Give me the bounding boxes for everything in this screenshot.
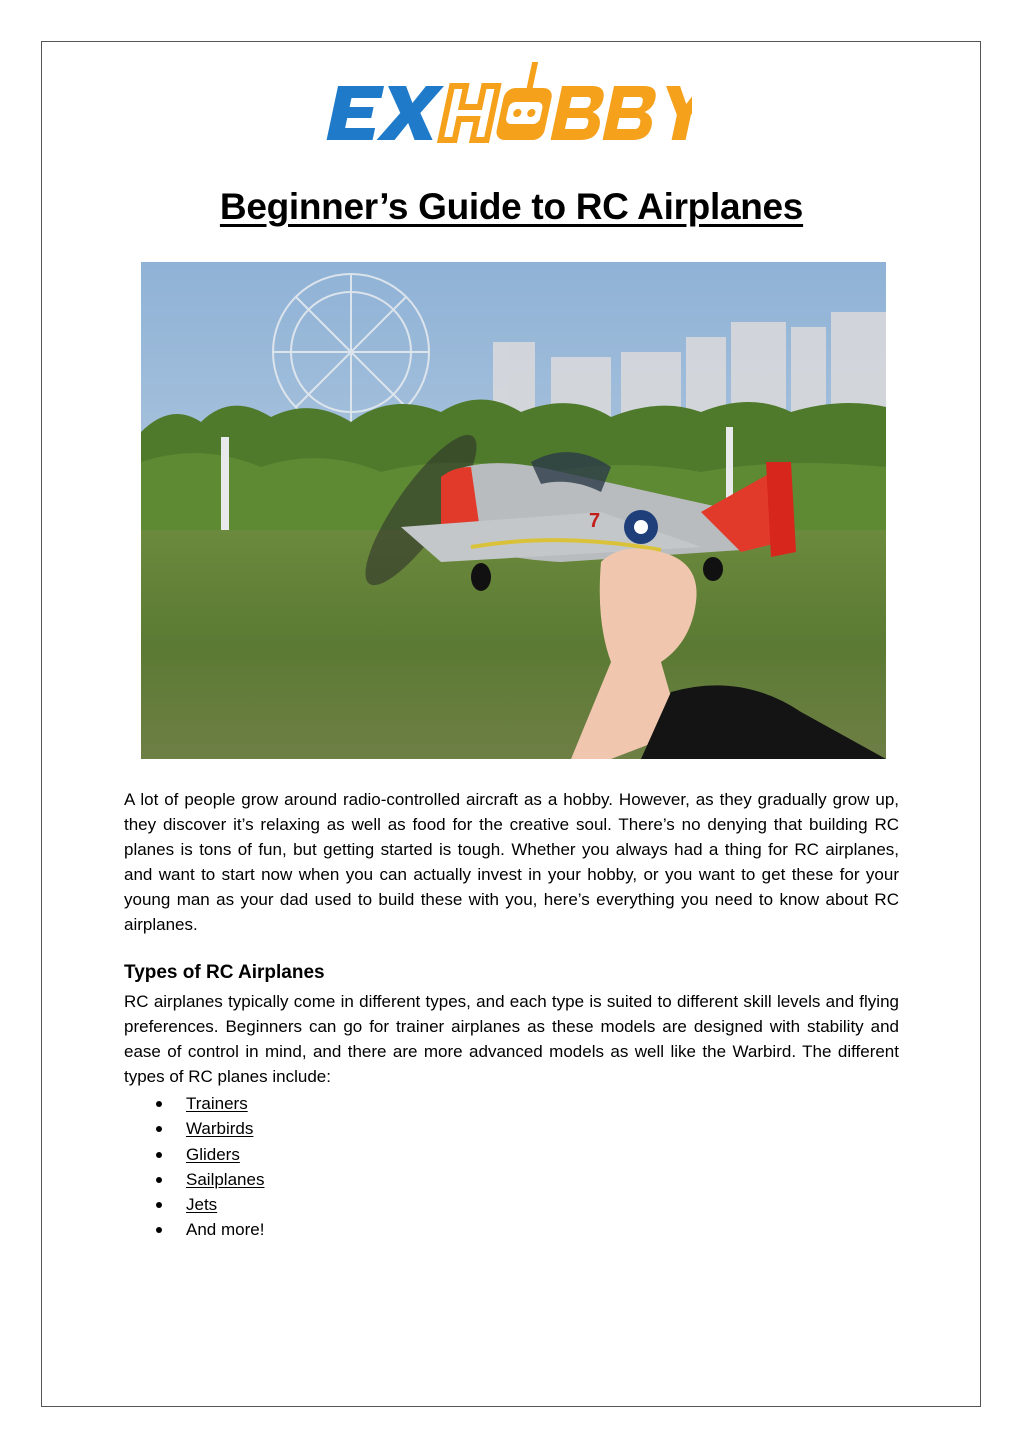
section-paragraph: RC airplanes typically come in different types, and each type is suited to different skill levels and flying preferences. Beginners can go for trainer airplanes as these models are designed with stability and ease of control in mind, and there are more advanced models as well like the Warbird. The different types of RC planes include: [124,992,899,1086]
link-gliders[interactable]: Gliders [186,1144,240,1164]
list-item-label: And more! [186,1220,265,1240]
bullet-icon [156,1152,162,1158]
list-item [124,1217,264,1242]
list-item [124,1091,264,1116]
link-warbirds[interactable]: Warbirds [186,1119,254,1139]
list-item [124,1142,264,1167]
link-sailplanes[interactable]: Sailplanes [186,1169,265,1189]
list-item [124,1192,264,1217]
bullet-icon [156,1202,162,1208]
document-title: Beginner’s Guide to RC Airplanes [219,186,804,227]
rc-airplane-photo [141,262,886,759]
bullet-icon [156,1177,162,1183]
svg-text:7: 7 [589,510,601,532]
plane-types-list [124,1091,264,1243]
bullet-icon [156,1227,162,1233]
exhobby-logo [322,58,692,158]
list-item [124,1167,264,1192]
intro-paragraph: A lot of people grow around radio-controlled aircraft as a hobby. However, as they gradually grow up, they discover it’s relaxing as well as food for the creative soul. There’s no denying that building RC planes is tons of fun, but getting started is tough. Whether you always had a thing for RC airplanes, and want to start now when you can actually invest in your hobby, or you want to get these for your young man as your dad used to build these with you, here’s everything you need to know about RC airplanes. [124,790,899,934]
section-heading: Types of RC Airplanes [124,962,325,983]
bullet-icon [156,1126,162,1132]
link-jets[interactable]: Jets [186,1195,218,1215]
link-trainers[interactable]: Trainers [186,1094,248,1113]
list-item [124,1116,264,1141]
bullet-icon [156,1101,162,1107]
